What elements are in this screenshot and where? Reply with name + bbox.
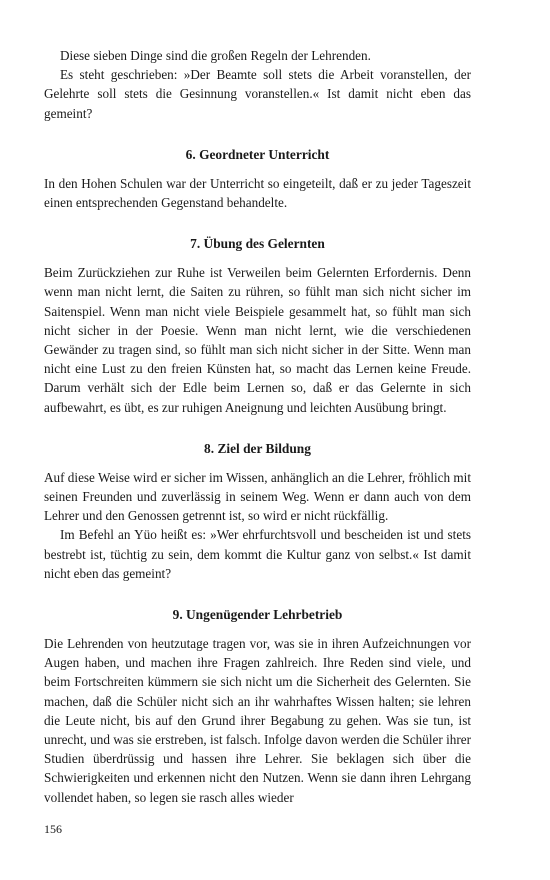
section-heading-6: 6. Geordneter Unterricht — [185, 146, 330, 162]
section-9-paragraph-1: Die Lehrenden von heutzutage tragen vor, was sie in ihren Aufzeichnungen vor Augen haben, und machen ihre Fragen zahlreich. Ihre Reden sind viele, und beim Fortschreiten kümmern sie sich nicht um die Sicherheit des Gelernten. Sie machen, daß die Schüler nicht sich an ihr wahrhaftes Wissen halten; sie lehren die Leute nicht, bis auf den Grund ihrer Begabung zu gehen. Was sie tun, ist unrecht, und was sie erstreben, ist falsch. Infolge davon werden die Schüler ihrer Studien überdrüssig und hassen ihre Lehrer. Sie beklagen sich über die Schwierigkeiten und erkennen nicht den Nutzen. Wenn sie dann ihren Lehrgang vollendet haben, so legen sie rasch alles wieder — [44, 636, 471, 805]
page-number: 156 — [44, 822, 62, 836]
intro-paragraph-2: Es steht geschrieben: »Der Beamte soll stets die Arbeit voranstellen, der Gelehrte soll stets die Gesinnung voranstellen.« Ist damit nicht eben das gemeint? — [44, 67, 471, 121]
section-7-paragraph-1: Beim Zurückziehen zur Ruhe ist Verweilen beim Gelernten Erfordernis. Denn wenn man nicht lernt, die Saiten zu rühren, so fühlt man sich nicht sicher im Saitenspiel. Wenn man nicht viele Beispiele gesammelt hat, so fühlt man sich nicht sicher in der Poesie. Wenn man nicht lernt, wie die verschiedenen Gewänder zu tragen sind, so fühlt man sich nicht sicher in der Sitte. Wenn man nicht eine Lust zu den freien Künsten hat, so macht das Lernen keine Freude. Darum verhält sich der Edle beim Lernen so, daß er das Gelernte in sich aufbewahrt, es übt, es zur ruhigen Aneignung und leichten Ausübung bringt. — [44, 265, 471, 415]
section-6-paragraph-1: In den Hohen Schulen war der Unterricht so eingeteilt, daß er zu jeder Tageszeit einen entsprechenden Gegenstand behandelte. — [44, 175, 471, 211]
page-body — [44, 46, 471, 807]
section-heading-9: 9. Ungenügender Lehrbetrieb — [172, 607, 343, 623]
section-heading-7: 7. Übung des Gelernten — [190, 236, 325, 252]
section-heading-8: 8. Ziel der Bildung — [204, 440, 311, 456]
intro-paragraph-1: Diese sieben Dinge sind die großen Regeln der Lehrenden. — [60, 48, 371, 63]
section-8-paragraph-2: Im Befehl an Yüo heißt es: »Wer ehrfurchtsvoll und bescheiden ist und stets bestrebt ist, tüchtig zu sein, dem kommt die Kultur ganz von selbst.« Ist damit nicht eben das gemeint? — [44, 527, 471, 581]
section-8-paragraph-1: Auf diese Weise wird er sicher im Wissen, anhänglich an die Lehrer, fröhlich mit seinen Freunden und zuverlässig in seinem Weg. Wenn er dann auch von dem Lehrer und den Genossen getrennt ist, so wird er nicht rückfällig. — [44, 469, 471, 524]
